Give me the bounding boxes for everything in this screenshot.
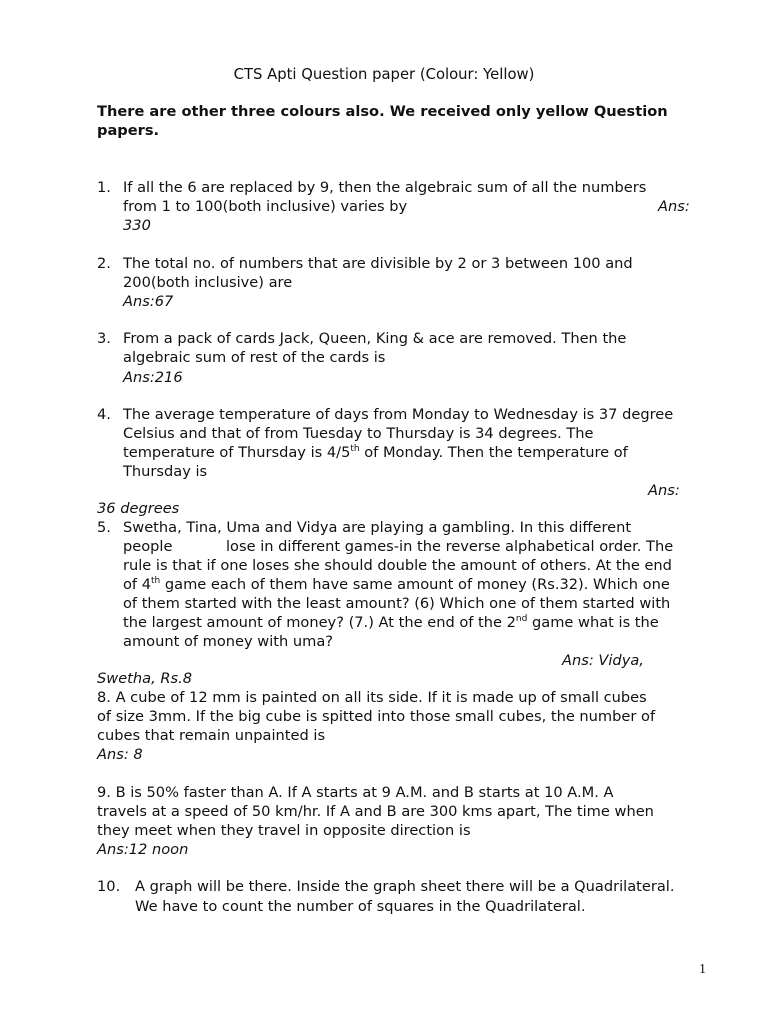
q1-line-2: from 1 to 100(both inclusive) varies by — [123, 198, 408, 215]
q4-line-4: Thursday is — [123, 463, 208, 480]
q4-answer-value: 36 degrees — [97, 500, 180, 517]
q10-number: 10. — [97, 878, 121, 895]
q1-answer-label: Ans: — [658, 198, 690, 215]
q4-answer-label: Ans: — [648, 482, 680, 499]
q3-answer: Ans:216 — [123, 369, 183, 386]
q5-line-2a: people — [123, 538, 173, 555]
notice-line-1: There are other three colours also. We received only yellow Question — [97, 103, 668, 120]
q5-line-6: the largest amount of money? (7.) At the end of the 2nd game what is the — [123, 614, 659, 631]
q3-line-1: From a pack of cards Jack, Queen, King & ace are removed. Then the — [123, 330, 627, 347]
q1-line-1: If all the 6 are replaced by 9, then the algebraic sum of all the numbers — [123, 179, 647, 196]
q9-line-1: 9. B is 50% faster than A. If A starts at 9 A.M. and B starts at 10 A.M. A — [97, 784, 614, 801]
q4-line-3: temperature of Thursday is 4/5th of Monday. Then the temperature of — [123, 444, 628, 461]
q5-line-4: of 4th game each of them have same amount of money (Rs.32). Which one — [123, 576, 670, 593]
q9-answer: Ans:12 noon — [97, 841, 189, 858]
q5-number: 5. — [97, 519, 111, 536]
q9-line-2: travels at a speed of 50 km/hr. If A and B are 300 kms apart, The time when — [97, 803, 654, 820]
q2-line-2: 200(both inclusive) are — [123, 274, 293, 291]
q8-line-1: 8. A cube of 12 mm is painted on all its side. If it is made up of small cubes — [97, 689, 647, 706]
q2-number: 2. — [97, 255, 111, 272]
q5-line-5: of them started with the least amount? (6) Which one of them started with — [123, 595, 671, 612]
q3-line-2: algebraic sum of rest of the cards is — [123, 349, 386, 366]
q8-line-2: of size 3mm. If the big cube is spitted into those small cubes, the number of — [97, 708, 656, 725]
page-title: CTS Apti Question paper (Colour: Yellow) — [233, 66, 535, 83]
q1-answer-value: 330 — [123, 217, 151, 234]
q3-number: 3. — [97, 330, 111, 347]
q4-line-2: Celsius and that of from Tuesday to Thursday is 34 degrees. The — [123, 425, 594, 442]
q4-number: 4. — [97, 406, 111, 423]
q9-line-3: they meet when they travel in opposite direction is — [97, 822, 471, 839]
q8-answer: Ans: 8 — [97, 746, 143, 763]
q2-line-1: The total no. of numbers that are divisible by 2 or 3 between 100 and — [123, 255, 633, 272]
q2-answer: Ans:67 — [123, 293, 174, 310]
q5-answer-line-2: Swetha, Rs.8 — [97, 670, 193, 687]
notice-line-2: papers. — [97, 122, 160, 139]
q4-line-1: The average temperature of days from Monday to Wednesday is 37 degree — [123, 406, 674, 423]
page-number: 1 — [699, 962, 706, 977]
q1-number: 1. — [97, 179, 111, 196]
q5-line-3: rule is that if one loses she should double the amount of others. At the end — [123, 557, 672, 574]
q5-line-2b: lose in different games-in the reverse alphabetical order. The — [226, 538, 674, 555]
q5-line-1: Swetha, Tina, Uma and Vidya are playing a gambling. In this different — [123, 519, 632, 536]
q5-line-7: amount of money with uma? — [123, 633, 334, 650]
q10-line-2: We have to count the number of squares in the Quadrilateral. — [135, 898, 586, 915]
q5-answer-line-1: Ans: Vidya, — [562, 652, 644, 669]
q8-line-3: cubes that remain unpainted is — [97, 727, 326, 744]
q10-line-1: A graph will be there. Inside the graph sheet there will be a Quadrilateral. — [135, 878, 675, 895]
